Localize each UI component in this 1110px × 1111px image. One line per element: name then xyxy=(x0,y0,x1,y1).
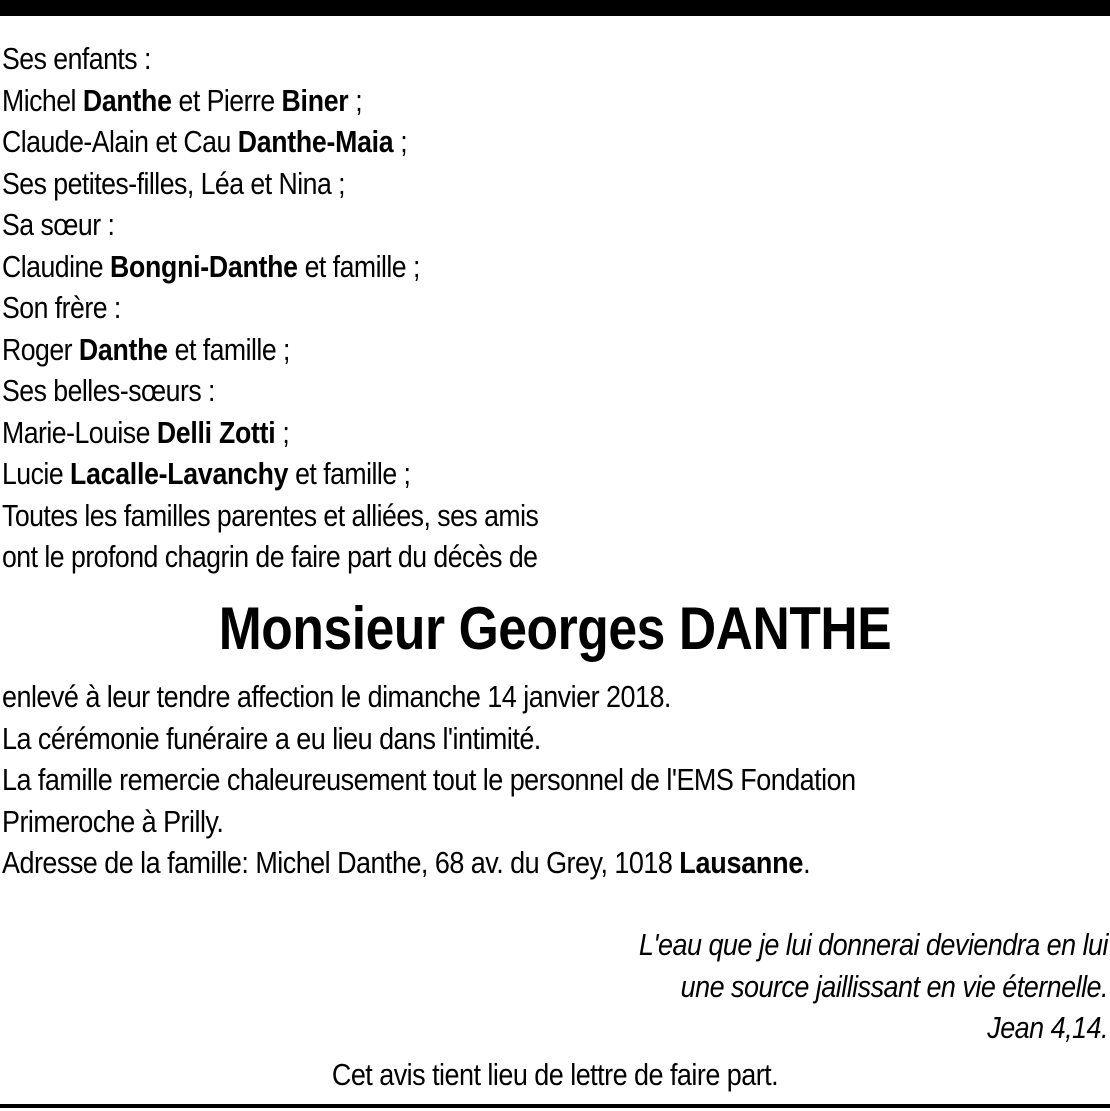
child-line-1 xyxy=(2,80,948,122)
brother-last: Danthe xyxy=(78,331,168,367)
sil1-last: Delli Zotti xyxy=(156,414,276,450)
announcement-line: ont le profond chagrin de faire part du décès de xyxy=(2,539,538,574)
child1-last: Danthe xyxy=(82,82,172,118)
address-city: Lausanne xyxy=(679,845,804,880)
deceased-name: Monsieur Georges DANTHE xyxy=(218,595,892,662)
child2-end: ; xyxy=(400,124,408,159)
child1-and: et Pierre xyxy=(178,82,275,118)
sil1-end: ; xyxy=(282,414,290,450)
others-line: Toutes les familles parentes et alliées, ses amis xyxy=(2,497,539,533)
bottom-rule xyxy=(0,1104,1110,1108)
child2-last: Danthe-Maia xyxy=(237,124,394,159)
thanks-line-2: Primeroche à Prilly. xyxy=(2,803,224,839)
granddaughters-line: Ses petites-filles, Léa et Nina ; xyxy=(2,165,346,201)
death-date-line: enlevé à leur tendre affection le dimanche 14 janvier 2018. xyxy=(2,679,671,714)
child1-first: Michel xyxy=(2,82,76,118)
ceremony-line: La cérémonie funéraire a eu lieu dans l'intimité. xyxy=(2,720,541,756)
child1-partner-last: Biner xyxy=(281,82,349,118)
sister-in-law-line-1 xyxy=(2,412,948,454)
child2-first: Claude-Alain et Cau xyxy=(2,124,231,159)
sil1-first: Marie-Louise xyxy=(2,414,150,450)
sister-last: Bongni-Danthe xyxy=(110,248,298,284)
children-heading: Ses enfants : xyxy=(2,41,151,76)
verse-line-1: L'eau que je lui donnerai deviendra en lui xyxy=(638,927,1108,962)
sister-first: Claudine xyxy=(2,248,104,284)
address-prefix: Adresse de la famille: Michel Danthe, 68 av. du Grey, 1018 xyxy=(2,845,673,880)
child1-end: ; xyxy=(355,82,363,118)
sister-heading: Sa sœur : xyxy=(2,207,115,242)
sil2-first: Lucie xyxy=(2,456,64,491)
address-line xyxy=(2,842,964,884)
details xyxy=(2,676,1108,884)
brother-first: Roger xyxy=(2,331,73,367)
address-end: . xyxy=(803,845,811,880)
sil2-end: et famille ; xyxy=(295,456,411,491)
verse-reference: Jean 4,14. xyxy=(987,1010,1108,1045)
family-list xyxy=(2,38,1102,578)
top-rule xyxy=(0,0,1110,16)
bible-verse xyxy=(208,924,1108,1049)
sister-in-law-line-2 xyxy=(2,453,948,495)
verse-line-2: une source jaillissant en vie éternelle. xyxy=(680,968,1108,1004)
child-line-2 xyxy=(2,121,948,163)
brother-heading: Son frère : xyxy=(2,290,121,325)
sister-end: et famille ; xyxy=(304,248,420,284)
sil2-last: Lacalle-Lavanchy xyxy=(70,456,289,491)
closing-note: Cet avis tient lieu de lettre de faire part. xyxy=(331,1057,779,1092)
sister-line xyxy=(2,246,948,288)
brother-line xyxy=(2,329,948,371)
thanks-line-1: La famille remercie chaleureusement tout le personnel de l'EMS Fondation xyxy=(2,762,856,797)
sisters-in-law-heading: Ses belles-sœurs : xyxy=(2,373,215,408)
brother-end: et famille ; xyxy=(174,331,290,367)
